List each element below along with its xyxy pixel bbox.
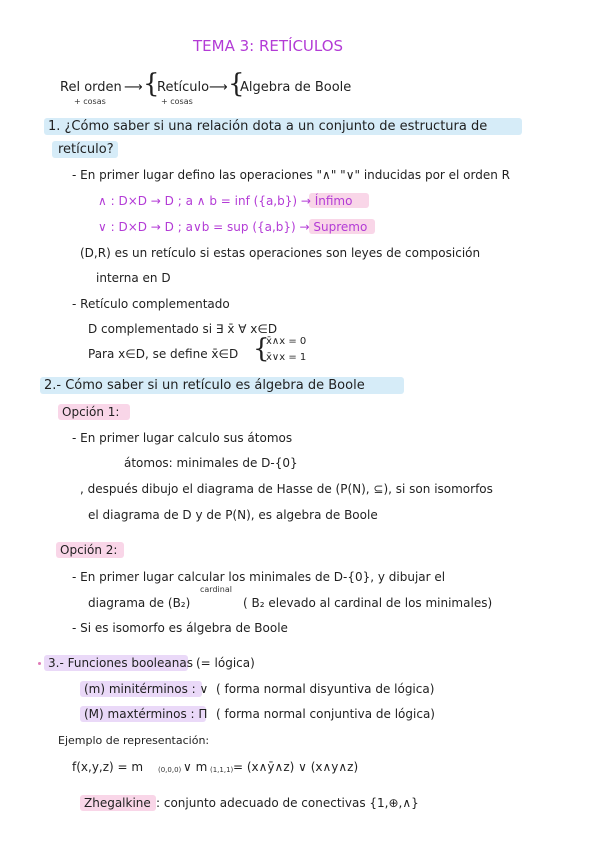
s2-line-1: - En primer lugar calculo sus átomos [72,431,293,445]
s3-minterminos: (m) minitérminos : ∨ [84,682,209,696]
s2-line-6b: ( B₂ elevado al cardinal de los minimales) [243,596,493,610]
s1-title-b: retículo? [58,142,114,157]
chain-brace-1: { [143,69,160,99]
s1-complement-brace: { [253,334,270,364]
s1-line-5: interna en D [96,271,171,285]
chain-cosas-1: + cosas [74,97,106,106]
s2-line-5: - En primer lugar calcular los minimales de D-{0}, y dibujar el [72,570,446,584]
s2-line-3: , después dibujo el diagrama de Hasse de (P(N), ⊆), si son isomorfos [80,482,493,496]
s3-function-f: f(x,y,z) = m [72,760,144,774]
s1-line-7: D complementado si ∃ x̄ ∀ x∈D [88,322,278,336]
chain-brace-2: { [228,69,245,99]
s1-line-1: - En primer lugar defino las operaciones "∧" "∨" inducidas por el orden R [72,168,511,182]
s3-function-sub-2: (1,1,1) [210,766,234,774]
s2-line-7: - Si es isomorfo es álgebra de Boole [72,621,288,635]
s3-zhegalkine-rest: : conjunto adecuado de conectivas {1,⊕,∧} [156,796,419,810]
s3-maxterminos-note: ( forma normal conjuntiva de lógica) [216,707,435,721]
chain-arrow-1: ⟶ [124,80,143,95]
s1-line-2: ∧ : D×D → D ; a ∧ b = inf ({a,b}) → Ínfimo [98,194,353,208]
s2-option-1: Opción 1: [62,405,120,419]
s3-function-sub-1: (0,0,0) [158,766,182,774]
s3-function-rest: = (x∧ȳ∧z) ∨ (x∧y∧z) [233,760,359,774]
s3-maxterminos: (M) maxtérminos : Π [84,707,208,721]
s1-line-6: - Retículo complementado [72,297,230,311]
s3-zhegalkine: Zhegalkine [84,796,151,810]
chain-cosas-2: + cosas [161,97,193,106]
chain-algebra-boole: Algebra de Boole [240,80,352,95]
s2-option-2: Opción 2: [60,543,118,557]
s1-line-4: (D,R) es un retículo si estas operaciones son leyes de composición [80,246,481,260]
s2-cardinal-superscript: cardinal [200,585,232,594]
s3-title-note: (= lógica) [196,656,255,670]
chain-rel-orden: Rel orden [60,80,122,95]
chain-reticulo: Retículo [157,80,210,95]
s3-example-label: Ejemplo de representación: [58,734,210,747]
page-title: TEMA 3: RETÍCULOS [193,37,344,55]
s2-title: 2.- Cómo saber si un retículo es álgebra de Boole [44,378,365,393]
s1-complement-1: x̄∧x = 0 [266,336,307,347]
chain-arrow-2: ⟶ [209,80,228,95]
s3-minterminos-note: ( forma normal disyuntiva de lógica) [216,682,435,696]
s3-title: 3.- Funciones booleanas [48,656,193,670]
s3-bullet-dot [38,662,41,665]
s2-line-6: diagrama de (B₂) [88,596,191,610]
s1-title-a: 1. ¿Cómo saber si una relación dota a un conjunto de estructura de [48,119,488,134]
s2-line-2: átomos: minimales de D-{0} [124,456,298,470]
s1-complement-2: x̄∨x = 1 [266,352,307,363]
s2-line-4: el diagrama de D y de P(N), es algebra de Boole [88,508,378,522]
s3-function-or: ∨ m [183,760,208,774]
s1-line-3: ∨ : D×D → D ; a∨b = sup ({a,b}) → Supremo [98,220,368,234]
s1-line-8: Para x∈D, se define x̄∈D [88,347,239,361]
